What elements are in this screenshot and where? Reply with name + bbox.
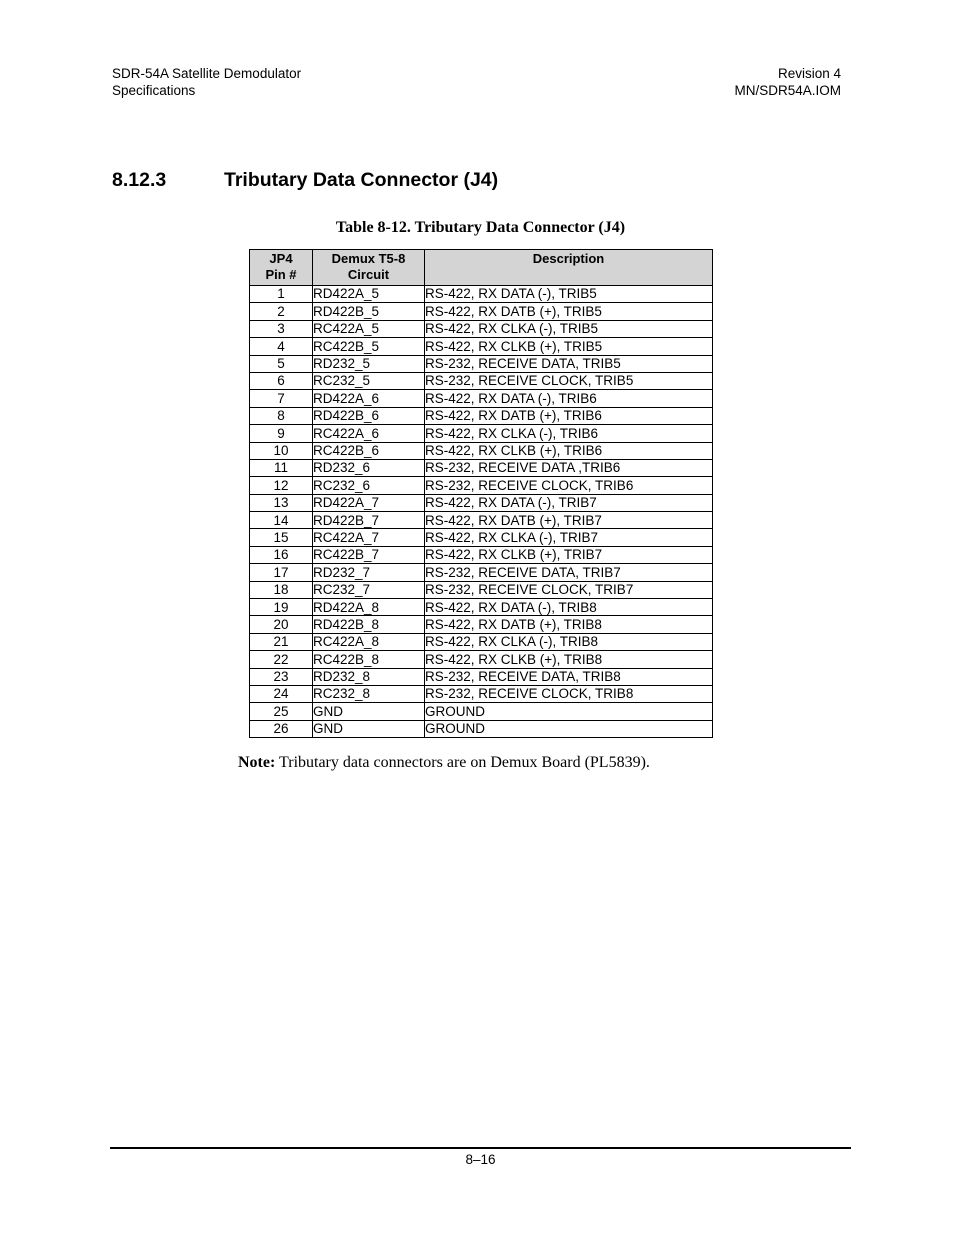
- pin-number-cell: 7: [250, 390, 313, 407]
- section-number: 8.12.3: [112, 169, 167, 191]
- circuit-cell: RD232_5: [313, 355, 425, 372]
- pin-number-cell: 24: [250, 685, 313, 702]
- revision-label: Revision 4: [777, 66, 841, 81]
- table-row: [250, 459, 713, 476]
- table-row: [250, 720, 713, 737]
- circuit-cell: RD232_6: [313, 459, 425, 476]
- table-row: [250, 703, 713, 720]
- description-cell: RS-232, RECEIVE CLOCK, TRIB6: [425, 477, 713, 494]
- description-cell: RS-422, RX CLKA (-), TRIB8: [425, 633, 713, 650]
- running-header-right: [734, 66, 841, 99]
- description-cell: RS-232, RECEIVE DATA ,TRIB6: [425, 459, 713, 476]
- circuit-cell: RC232_5: [313, 372, 425, 389]
- circuit-cell: RD422B_8: [313, 616, 425, 633]
- table-header-row: [250, 250, 713, 286]
- table-row: [250, 599, 713, 616]
- header-circuit: Demux T5-8 Circuit: [313, 250, 425, 286]
- table-row: [250, 477, 713, 494]
- description-cell: RS-422, RX CLKA (-), TRIB7: [425, 529, 713, 546]
- description-cell: RS-232, RECEIVE DATA, TRIB5: [425, 355, 713, 372]
- description-cell: RS-422, RX DATB (+), TRIB6: [425, 407, 713, 424]
- chapter-name: Specifications: [112, 82, 196, 98]
- pin-number-cell: 5: [250, 355, 313, 372]
- description-cell: RS-422, RX DATA (-), TRIB7: [425, 494, 713, 511]
- pin-number-cell: 10: [250, 442, 313, 459]
- circuit-cell: RD232_7: [313, 564, 425, 581]
- description-cell: RS-232, RECEIVE DATA, TRIB8: [425, 668, 713, 685]
- note-label: Note:: [238, 754, 276, 771]
- table-row: [250, 685, 713, 702]
- table-row: [250, 407, 713, 424]
- running-header-left: [112, 66, 301, 99]
- pin-number-cell: 11: [250, 459, 313, 476]
- circuit-cell: RC422B_8: [313, 651, 425, 668]
- footer-rule: [110, 1147, 851, 1149]
- description-cell: RS-232, RECEIVE DATA, TRIB7: [425, 564, 713, 581]
- circuit-cell: GND: [313, 720, 425, 737]
- pin-number-cell: 26: [250, 720, 313, 737]
- circuit-cell: RD422B_5: [313, 303, 425, 320]
- pin-number-cell: 13: [250, 494, 313, 511]
- table-row: [250, 442, 713, 459]
- pin-number-cell: 12: [250, 477, 313, 494]
- circuit-cell: RC232_7: [313, 581, 425, 598]
- description-cell: RS-422, RX DATB (+), TRIB5: [425, 303, 713, 320]
- description-cell: RS-422, RX DATB (+), TRIB8: [425, 616, 713, 633]
- description-cell: RS-422, RX CLKB (+), TRIB6: [425, 442, 713, 459]
- circuit-cell: RD422A_7: [313, 494, 425, 511]
- table-row: [250, 564, 713, 581]
- description-cell: RS-422, RX CLKB (+), TRIB8: [425, 651, 713, 668]
- page-number: 8–16: [465, 1152, 496, 1167]
- description-cell: RS-422, RX DATA (-), TRIB5: [425, 286, 713, 303]
- circuit-cell: RC422A_8: [313, 633, 425, 650]
- section-heading: [112, 169, 498, 192]
- table-row: [250, 581, 713, 598]
- circuit-cell: GND: [313, 703, 425, 720]
- table-row: [250, 651, 713, 668]
- pin-number-cell: 19: [250, 599, 313, 616]
- pin-number-cell: 15: [250, 529, 313, 546]
- pin-number-cell: 16: [250, 546, 313, 563]
- pin-number-cell: 17: [250, 564, 313, 581]
- header-pin-number: JP4 Pin #: [250, 250, 313, 286]
- note-text: Tributary data connectors are on Demux Board (PL5839).: [275, 754, 650, 771]
- table-body: [250, 286, 713, 738]
- circuit-cell: RC232_6: [313, 477, 425, 494]
- circuit-cell: RC422B_5: [313, 338, 425, 355]
- pin-number-cell: 1: [250, 286, 313, 303]
- table-row: [250, 494, 713, 511]
- section-title: Tributary Data Connector (J4): [224, 169, 499, 191]
- connector-pin-table: [249, 249, 713, 738]
- pin-number-cell: 25: [250, 703, 313, 720]
- circuit-cell: RD422B_6: [313, 407, 425, 424]
- table-row: [250, 303, 713, 320]
- circuit-cell: RC422A_6: [313, 425, 425, 442]
- pin-number-cell: 3: [250, 320, 313, 337]
- circuit-cell: RD422A_6: [313, 390, 425, 407]
- circuit-cell: RC232_8: [313, 685, 425, 702]
- pin-number-cell: 23: [250, 668, 313, 685]
- circuit-cell: RC422B_7: [313, 546, 425, 563]
- description-cell: RS-422, RX CLKB (+), TRIB5: [425, 338, 713, 355]
- circuit-cell: RD422A_5: [313, 286, 425, 303]
- circuit-cell: RD422A_8: [313, 599, 425, 616]
- table-row: [250, 355, 713, 372]
- table-row: [250, 529, 713, 546]
- document-title: SDR-54A Satellite Demodulator: [112, 66, 302, 81]
- description-cell: RS-232, RECEIVE CLOCK, TRIB8: [425, 685, 713, 702]
- circuit-cell: RD232_8: [313, 668, 425, 685]
- circuit-cell: RC422B_6: [313, 442, 425, 459]
- description-cell: GROUND: [425, 703, 713, 720]
- pin-number-cell: 22: [250, 651, 313, 668]
- description-cell: RS-422, RX DATA (-), TRIB6: [425, 390, 713, 407]
- circuit-cell: RC422A_7: [313, 529, 425, 546]
- table-row: [250, 633, 713, 650]
- pin-number-cell: 9: [250, 425, 313, 442]
- description-cell: RS-422, RX DATB (+), TRIB7: [425, 512, 713, 529]
- table-row: [250, 668, 713, 685]
- description-cell: RS-232, RECEIVE CLOCK, TRIB5: [425, 372, 713, 389]
- manual-id: MN/SDR54A.IOM: [734, 82, 841, 98]
- pin-number-cell: 8: [250, 407, 313, 424]
- pin-number-cell: 20: [250, 616, 313, 633]
- pin-number-cell: 18: [250, 581, 313, 598]
- description-cell: RS-422, RX CLKA (-), TRIB6: [425, 425, 713, 442]
- circuit-cell: RC422A_5: [313, 320, 425, 337]
- table-row: [250, 286, 713, 303]
- description-cell: RS-232, RECEIVE CLOCK, TRIB7: [425, 581, 713, 598]
- table-row: [250, 616, 713, 633]
- pin-number-cell: 21: [250, 633, 313, 650]
- table-row: [250, 390, 713, 407]
- pin-number-cell: 14: [250, 512, 313, 529]
- table-row: [250, 546, 713, 563]
- pin-number-cell: 6: [250, 372, 313, 389]
- table-caption: Table 8-12. Tributary Data Connector (J4): [335, 219, 626, 236]
- table-row: [250, 512, 713, 529]
- description-cell: RS-422, RX CLKA (-), TRIB5: [425, 320, 713, 337]
- description-cell: RS-422, RX DATA (-), TRIB8: [425, 599, 713, 616]
- pin-number-cell: 2: [250, 303, 313, 320]
- header-description: Description: [425, 250, 713, 286]
- table-row: [250, 338, 713, 355]
- table-note: [238, 754, 650, 772]
- pin-number-cell: 4: [250, 338, 313, 355]
- table-row: [250, 320, 713, 337]
- table-row: [250, 372, 713, 389]
- description-cell: RS-422, RX CLKB (+), TRIB7: [425, 546, 713, 563]
- table-row: [250, 425, 713, 442]
- circuit-cell: RD422B_7: [313, 512, 425, 529]
- description-cell: GROUND: [425, 720, 713, 737]
